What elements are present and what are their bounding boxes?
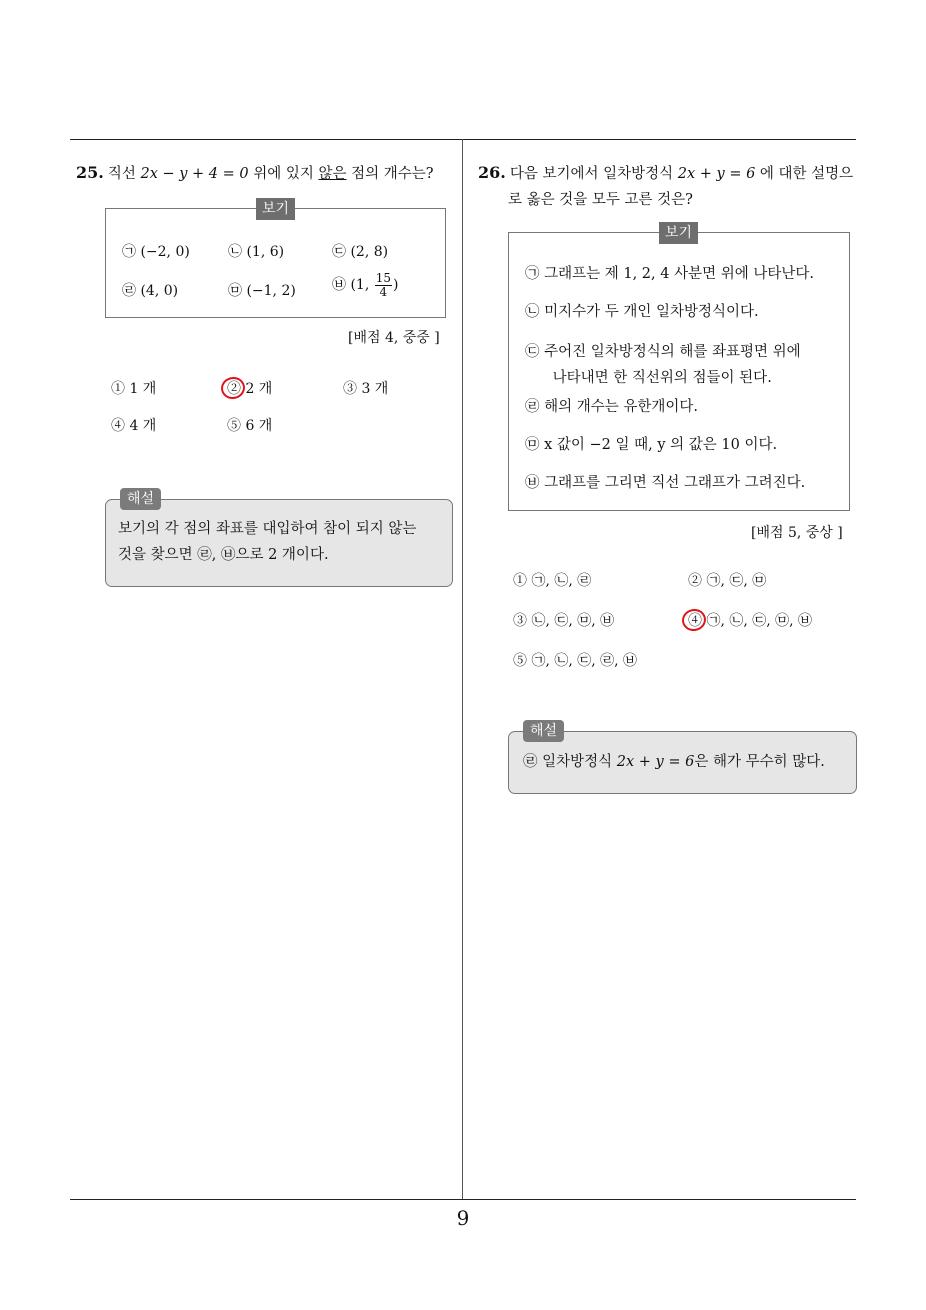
q26-number: 26. xyxy=(478,163,506,182)
q26-bogi-item: ㉣ 해의 개수는 유한개이다. xyxy=(525,399,699,415)
q25-stem: 25. 직선 2x − y + 4 = 0 위에 있지 않은 점의 개수는? xyxy=(76,163,434,182)
q26-choice-1[interactable]: ① ㉠, ㉡, ㉣ xyxy=(513,573,592,589)
q26-score: [배점 5, 중상 ] xyxy=(751,525,843,541)
q25-bogi-box xyxy=(105,201,446,318)
q26-bogi-box xyxy=(508,225,850,511)
q25-bogi-label: 보기 xyxy=(256,198,295,220)
q25-choice-5[interactable]: ⑤ 6 개 xyxy=(227,418,273,434)
q26-bogi-item: 나타내면 한 직선위의 점들이 된다. xyxy=(525,370,772,386)
q25-point: ㉤ (−1, 2) xyxy=(228,283,296,299)
q25-choice-2[interactable]: ② 2 개 xyxy=(227,381,273,397)
q26-choice-4[interactable]: ④ ㉠, ㉡, ㉢, ㉤, ㉥ xyxy=(688,613,813,629)
q25-choice-4[interactable]: ④ 4 개 xyxy=(111,418,157,434)
fraction: $\frac{15}{4}$ xyxy=(375,270,392,299)
q26-choice-2[interactable]: ② ㉠, ㉢, ㉤ xyxy=(688,573,767,589)
bottom-rule xyxy=(70,1199,856,1200)
q25-solution-line: 보기의 각 점의 좌표를 대입하여 참이 되지 않는 xyxy=(118,521,417,537)
q25-solution-line: 것을 찾으면 ㉣, ㉥으로 2 개이다. xyxy=(118,547,329,563)
q26-bogi-item: ㉥ 그래프를 그리면 직선 그래프가 그려진다. xyxy=(525,475,806,491)
q25-solution-box xyxy=(105,491,453,587)
q26-choice-3[interactable]: ③ ㉡, ㉢, ㉤, ㉥ xyxy=(513,613,615,629)
page-number: 9 xyxy=(456,1206,470,1230)
q26-stem: 26. 다음 보기에서 일차방정식 2x + y = 6 에 대한 설명으 로 옳은 것을 모두 고른 것은? xyxy=(478,163,854,208)
q26-bogi-item: ㉤ x 값이 −2 일 때, y 의 값은 10 이다. xyxy=(525,437,778,453)
q25-equation: 2x − y + 4 = 0 xyxy=(140,166,249,182)
q25-point: ㉥ (1, $\frac{15}{4}$ ) xyxy=(332,270,399,299)
q26-bogi-item: ㉡ 미지수가 두 개인 일차방정식이다. xyxy=(525,304,759,320)
q26-bogi-label: 보기 xyxy=(659,222,698,244)
column-divider xyxy=(462,139,463,1200)
q25-solution-label: 해설 xyxy=(120,488,161,510)
q26-bogi-item: ㉢ 주어진 일차방정식의 해를 좌표평면 위에 xyxy=(525,344,801,360)
q25-choice-1[interactable]: ① 1 개 xyxy=(111,381,157,397)
top-rule xyxy=(70,139,856,140)
q25-choice-3[interactable]: ③ 3 개 xyxy=(343,381,389,397)
q25-underlined-word: 않은 xyxy=(318,166,347,182)
q26-solution-box xyxy=(508,723,857,794)
q26-solution-label: 해설 xyxy=(523,720,564,742)
q25-number: 25. xyxy=(76,163,104,182)
q25-point: ㉡ (1, 6) xyxy=(228,244,285,260)
q25-point: ㉢ (2, 8) xyxy=(332,244,389,260)
q25-point: ㉣ (4, 0) xyxy=(122,283,179,299)
q26-choice-5[interactable]: ⑤ ㉠, ㉡, ㉢, ㉣, ㉥ xyxy=(513,653,638,669)
q26-equation: 2x + y = 6 xyxy=(677,166,756,182)
q26-bogi-item: ㉠ 그래프는 제 1, 2, 4 사분면 위에 나타난다. xyxy=(525,266,814,282)
q25-score: [배점 4, 중중 ] xyxy=(348,330,440,346)
q26-solution-line: ㉣ 일차방정식 2x + y = 6은 해가 무수히 많다. xyxy=(523,754,825,770)
q25-point: ㉠ (−2, 0) xyxy=(122,244,190,260)
